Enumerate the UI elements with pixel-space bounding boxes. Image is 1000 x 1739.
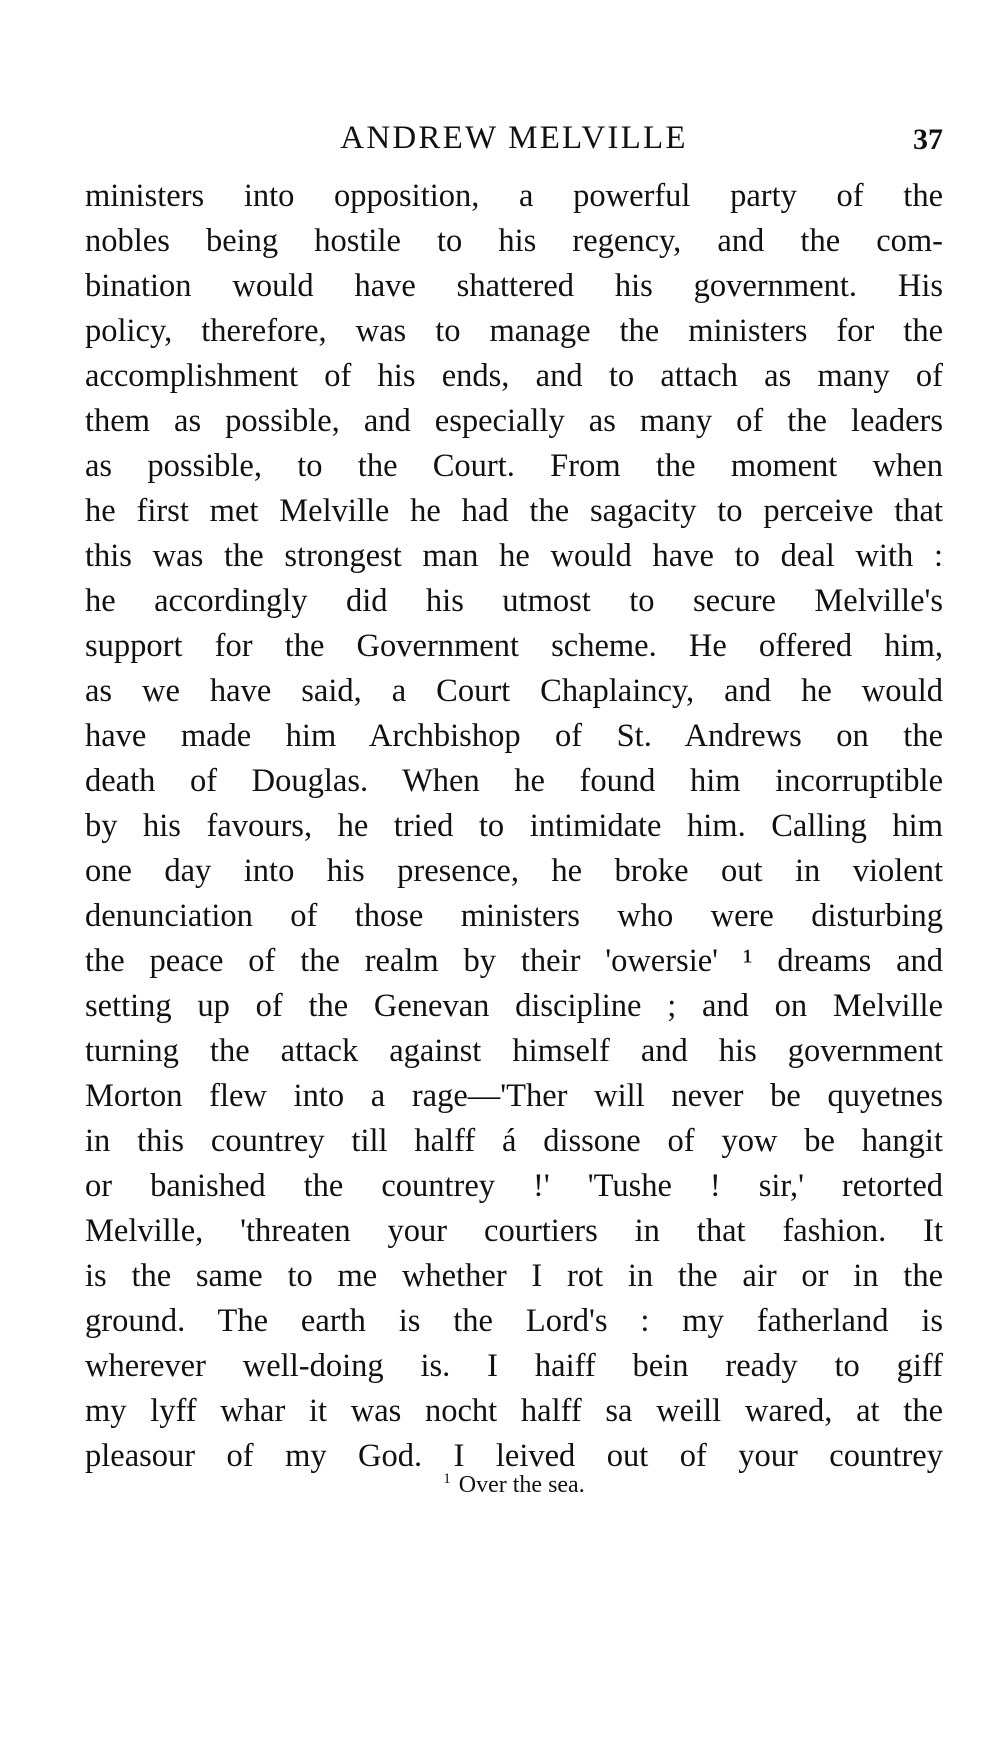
text-line: policy, therefore, was to manage the ministers for the bbox=[85, 313, 943, 349]
page-number: 37 bbox=[913, 123, 943, 156]
body-text bbox=[85, 174, 943, 1479]
text-line: them as possible, and especially as many of the leaders bbox=[85, 403, 943, 439]
footnote-marker: 1 bbox=[443, 1471, 451, 1487]
text-line: in this countrey till halff á dissone of yow be hangit bbox=[85, 1123, 943, 1159]
text-line: or banished the countrey !' 'Tushe ! sir,' retorted bbox=[85, 1168, 943, 1204]
text-line: my lyff whar it was nocht halff sa weill wared, at the bbox=[85, 1393, 943, 1429]
text-line: he first met Melville he had the sagacity to perceive that bbox=[85, 493, 943, 529]
text-line: turning the attack against himself and his government bbox=[85, 1033, 943, 1069]
footnote bbox=[85, 1463, 943, 1501]
text-line: wherever well-doing is. I haiff bein ready to giff bbox=[85, 1348, 943, 1384]
footnote-text: Over the sea. bbox=[458, 1472, 585, 1498]
text-line: as possible, to the Court. From the moment when bbox=[85, 448, 943, 484]
text-line: Morton flew into a rage—'Ther will never be quyetnes bbox=[85, 1078, 943, 1114]
text-line: nobles being hostile to his regency, and the com- bbox=[85, 223, 943, 259]
text-line: this was the strongest man he would have to deal with : bbox=[85, 538, 943, 574]
text-line: setting up of the Genevan discipline ; and on Melville bbox=[85, 988, 943, 1024]
text-line: denunciation of those ministers who were disturbing bbox=[85, 898, 943, 934]
text-line: is the same to me whether I rot in the air or in the bbox=[85, 1258, 943, 1294]
text-line: death of Douglas. When he found him incorruptible bbox=[85, 763, 943, 799]
text-line: ground. The earth is the Lord's : my fatherland is bbox=[85, 1303, 943, 1339]
text-line: have made him Archbishop of St. Andrews on the bbox=[85, 718, 943, 754]
text-line: he accordingly did his utmost to secure Melville's bbox=[85, 583, 943, 619]
text-line: accomplishment of his ends, and to attach as many of bbox=[85, 358, 943, 394]
text-line: as we have said, a Court Chaplaincy, and he would bbox=[85, 673, 943, 709]
running-title: ANDREW MELVILLE bbox=[340, 120, 688, 156]
text-line: Melville, 'threaten your courtiers in that fashion. It bbox=[85, 1213, 943, 1249]
text-line: pleasour of my God. I leived out of your countrey bbox=[85, 1438, 943, 1474]
text-line: support for the Government scheme. He offered him, bbox=[85, 628, 943, 664]
running-head bbox=[85, 118, 943, 158]
text-line: the peace of the realm by their 'owersie' ¹ dreams and bbox=[85, 943, 943, 979]
text-line: ministers into opposition, a powerful party of the bbox=[85, 178, 943, 214]
text-line: one day into his presence, he broke out in violent bbox=[85, 853, 943, 889]
text-line: by his favours, he tried to intimidate him. Calling him bbox=[85, 808, 943, 844]
text-line: bination would have shattered his government. His bbox=[85, 268, 943, 304]
